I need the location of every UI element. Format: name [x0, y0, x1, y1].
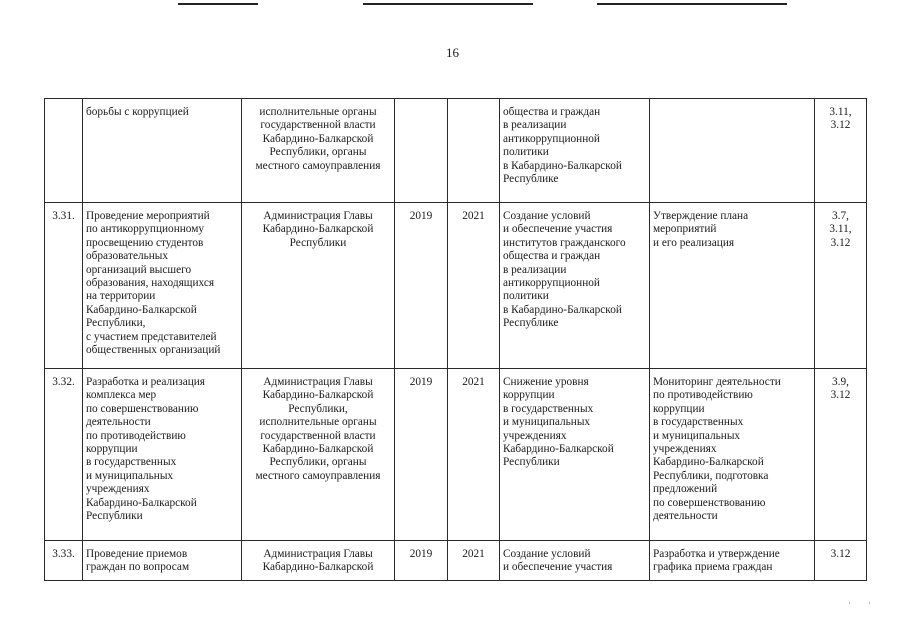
event-cell-line: образовательных	[86, 250, 169, 263]
links-cell	[815, 369, 867, 541]
executors-cell-line: Администрация Главы	[263, 210, 373, 222]
table-row	[45, 541, 867, 581]
start-year-cell: 2019	[395, 203, 448, 369]
executors-cell-line: государственной власти	[260, 119, 376, 132]
result-cell-line: в государственных	[503, 402, 594, 415]
event-cell-line: общественных организаций	[86, 344, 221, 357]
scan-specks: ·	[868, 598, 871, 608]
indicator-cell	[650, 99, 815, 203]
indicator-cell-line: Утверждение плана	[653, 210, 749, 222]
executors-cell-line: Республики, органы	[269, 146, 367, 159]
links-cell-line: 3.11,	[829, 223, 852, 236]
indicator-cell-line: и муниципальных	[653, 429, 741, 442]
links-cell-line: 3.12	[830, 548, 851, 560]
indicator-cell-line: графика приема граждан	[653, 561, 773, 574]
links-cell	[815, 541, 867, 581]
event-cell-line: организаций высшего	[86, 263, 192, 276]
result-cell-line: политики	[503, 146, 549, 159]
header-rule-2	[363, 3, 533, 5]
indicator-cell-line: деятельности	[653, 510, 718, 523]
links-cell-line: 3.11,	[829, 106, 852, 118]
executors-cell-line: местного самоуправления	[255, 469, 381, 482]
executors-cell-line: Республики	[289, 236, 347, 249]
result-cell-line: институтов гражданского	[503, 236, 626, 249]
indicator-cell-line: и его реализация	[653, 236, 735, 249]
row-number	[45, 99, 83, 203]
executors-cell-line: Администрация Главы	[263, 548, 373, 560]
event-cell-line: Республики	[86, 510, 143, 523]
indicator-cell-line: Разработка и утверждение	[653, 548, 780, 560]
event-cell	[83, 369, 242, 541]
result-cell	[500, 369, 650, 541]
event-cell-line: и муниципальных	[86, 469, 174, 482]
links-cell-line: 3.12	[830, 119, 851, 132]
executors-cell-line: Кабардино-Балкарской	[262, 443, 374, 456]
executors-cell-line: Республики,	[288, 402, 348, 415]
executors-cell-line: исполнительные органы	[259, 416, 377, 429]
result-cell-line: антикоррупционной	[503, 132, 600, 145]
event-cell-line: борьбы с коррупцией	[86, 106, 189, 118]
result-cell-line: учреждениях	[503, 429, 567, 442]
result-cell-line: Снижение уровня	[503, 376, 589, 388]
result-cell-line: и обеспечение участия	[503, 561, 613, 574]
result-cell-line: в Кабардино-Балкарской	[503, 303, 622, 316]
event-cell-line: просвещению студентов	[86, 236, 204, 249]
end-year-cell: 2021	[448, 541, 500, 581]
result-cell-line: в реализации	[503, 119, 567, 132]
links-cell	[815, 99, 867, 203]
event-cell-line: Кабардино-Балкарской	[86, 496, 197, 509]
table-row	[45, 369, 867, 541]
table-row	[45, 203, 867, 369]
indicator-cell-line: по противодействию	[653, 389, 753, 402]
event-cell-line: деятельности	[86, 416, 151, 429]
event-cell-line: по совершенствованию	[86, 402, 199, 415]
links-cell-line: 3.12	[830, 389, 851, 402]
result-cell-line: Республики	[503, 456, 560, 469]
result-cell-line: общества и граждан	[503, 106, 601, 118]
indicator-cell-line: Мониторинг деятельности	[653, 376, 781, 388]
row-number: 3.31.	[45, 203, 83, 369]
result-cell-line: политики	[503, 290, 549, 303]
result-cell-line: в реализации	[503, 263, 567, 276]
indicator-cell	[650, 203, 815, 369]
header-rule-3	[597, 3, 787, 5]
header-rule-1	[178, 3, 258, 5]
result-cell	[500, 541, 650, 581]
end-year-cell: 2021	[448, 203, 500, 369]
result-cell-line: Республике	[503, 173, 559, 186]
event-cell-line: учреждениях	[86, 483, 150, 496]
event-cell-line: по противодействию	[86, 429, 186, 442]
result-cell-line: общества и граждан	[503, 250, 601, 263]
result-cell-line: и обеспечение участия	[503, 223, 613, 236]
result-cell-line: Создание условий	[503, 210, 591, 222]
result-cell	[500, 203, 650, 369]
links-cell-line: 3.7,	[832, 210, 849, 222]
event-cell-line: Проведение приемов	[86, 548, 188, 560]
indicator-cell-line: Кабардино-Балкарской	[653, 456, 764, 469]
indicator-cell-line: по совершенствованию	[653, 496, 766, 509]
event-cell-line: коррупции	[86, 443, 138, 456]
result-cell	[500, 99, 650, 203]
event-cell	[83, 99, 242, 203]
row-number: 3.32.	[45, 369, 83, 541]
links-cell-line: 3.9,	[832, 376, 849, 388]
executors-cell-line: местного самоуправления	[255, 159, 381, 172]
event-cell-line: комплекса мер	[86, 389, 157, 402]
table-row	[45, 99, 867, 203]
result-cell-line: в Кабардино-Балкарской	[503, 159, 622, 172]
event-cell	[83, 203, 242, 369]
plan-table	[44, 98, 867, 581]
indicator-cell-line: мероприятий	[653, 223, 717, 236]
indicator-cell	[650, 541, 815, 581]
start-year-cell: 2019	[395, 541, 448, 581]
executors-cell-line: Кабардино-Балкарской	[262, 223, 374, 236]
indicator-cell-line: учреждениях	[653, 443, 717, 456]
event-cell	[83, 541, 242, 581]
start-year-cell	[395, 99, 448, 203]
event-cell-line: Разработка и реализация	[86, 376, 205, 388]
event-cell-line: Проведение мероприятий	[86, 210, 210, 222]
links-cell-line: 3.12	[830, 236, 851, 249]
result-cell-line: антикоррупционной	[503, 277, 600, 290]
end-year-cell: 2021	[448, 369, 500, 541]
executors-cell	[242, 541, 395, 581]
executors-cell	[242, 99, 395, 203]
event-cell-line: по антикоррупционному	[86, 223, 205, 236]
indicator-cell-line: в государственных	[653, 416, 744, 429]
event-cell-line: с участием представителей	[86, 330, 217, 343]
event-cell-line: в государственных	[86, 456, 177, 469]
event-cell-line: на территории	[86, 290, 156, 303]
executors-cell-line: Республики, органы	[269, 456, 367, 469]
start-year-cell: 2019	[395, 369, 448, 541]
result-cell-line: Кабардино-Балкарской	[503, 443, 614, 456]
links-cell	[815, 203, 867, 369]
page-number: 16	[446, 45, 459, 60]
scan-specks: ·	[848, 598, 851, 608]
executors-cell-line: Кабардино-Балкарской	[262, 389, 374, 402]
indicator-cell-line: предложений	[653, 483, 718, 496]
event-cell-line: образования, находящихся	[86, 277, 215, 290]
indicator-cell-line: Республики, подготовка	[653, 469, 769, 482]
indicator-cell-line: коррупции	[653, 402, 705, 415]
executors-cell-line: исполнительные органы	[259, 106, 377, 118]
executors-cell-line: Администрация Главы	[263, 376, 373, 388]
result-cell-line: и муниципальных	[503, 416, 591, 429]
end-year-cell	[448, 99, 500, 203]
row-number: 3.33.	[45, 541, 83, 581]
result-cell-line: Республике	[503, 317, 559, 330]
executors-cell	[242, 369, 395, 541]
executors-cell-line: Кабардино-Балкарской	[262, 561, 374, 574]
executors-cell-line: Кабардино-Балкарской	[262, 132, 374, 145]
result-cell-line: Создание условий	[503, 548, 591, 560]
event-cell-line: Кабардино-Балкарской	[86, 303, 197, 316]
executors-cell	[242, 203, 395, 369]
result-cell-line: коррупции	[503, 389, 555, 402]
event-cell-line: граждан по вопросам	[86, 561, 190, 574]
indicator-cell	[650, 369, 815, 541]
event-cell-line: Республики,	[86, 317, 146, 330]
executors-cell-line: государственной власти	[260, 429, 376, 442]
